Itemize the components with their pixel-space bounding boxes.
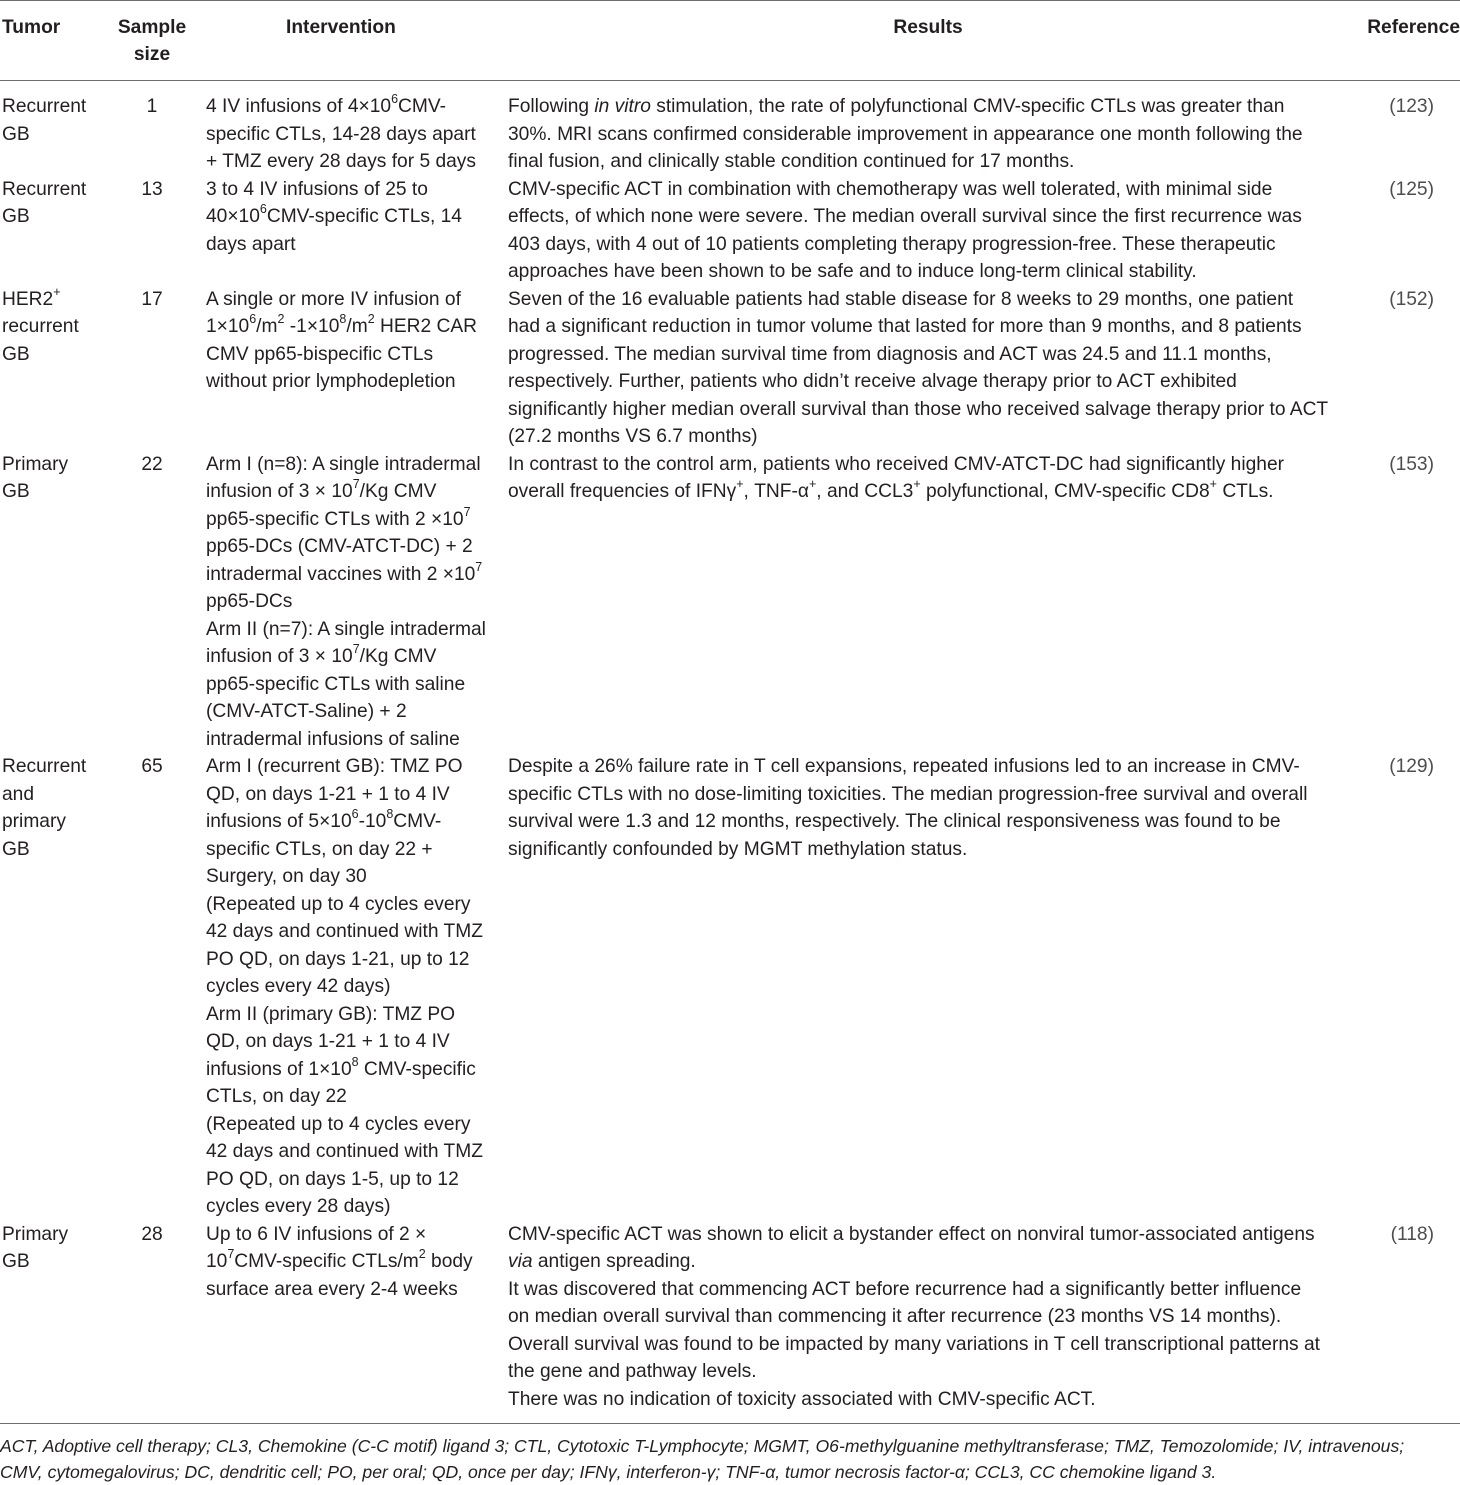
cell-tumor bbox=[0, 451, 108, 754]
tumor-line: GB bbox=[2, 343, 30, 365]
results-line: Overall survival was found to be impacted by many variations in T cell transcriptional patterns at bbox=[508, 1333, 1320, 1355]
table-row bbox=[0, 451, 1460, 754]
cell-reference[interactable]: (153) bbox=[1389, 453, 1434, 475]
cell-results bbox=[502, 176, 1354, 286]
intervention-line: $1\times 10^6/m^2$ $-1\times 10^8/m^2$ HER2 CAR bbox=[206, 312, 477, 337]
results-line: on median overall survival than commencing it after recurrence (23 months VS 14 months). bbox=[508, 1306, 1282, 1327]
tumor-line: Recurrent bbox=[2, 756, 87, 777]
tumor-line: GB bbox=[2, 1251, 30, 1272]
tumor-line: Recurrent bbox=[2, 178, 87, 200]
table-row bbox=[0, 286, 1460, 451]
intervention-line: infusions of $1\times 10^8$ CMV-specific bbox=[206, 1054, 476, 1080]
cell-intervention bbox=[196, 451, 502, 754]
cell-reference[interactable]: (152) bbox=[1389, 288, 1434, 310]
header-reference: Reference bbox=[1354, 1, 1460, 81]
intervention-line: 4 IV infusions of $4\times 10^6CMV-$ bbox=[206, 92, 446, 117]
intervention-line: Arm II (n=7): A single intradermal bbox=[206, 618, 486, 640]
intervention-line: + TMZ every 28 days for 5 days bbox=[206, 151, 476, 172]
results-line: respectively. Further, patients who didn’t receive alvage therapy prior to ACT exhibited bbox=[508, 371, 1237, 392]
tumor-line: recurrent bbox=[2, 316, 79, 337]
intervention-line: pp65-DCs bbox=[206, 591, 293, 612]
cell-reference[interactable]: (123) bbox=[1389, 96, 1434, 117]
cell-intervention bbox=[196, 286, 502, 451]
tumor-line: GB bbox=[2, 123, 30, 145]
tumor-line: Recurrent bbox=[2, 96, 87, 117]
intervention-line: Arm I (n=8): A single intradermal bbox=[206, 453, 481, 475]
cell-sample-size: 22 bbox=[141, 453, 163, 475]
intervention-line: (CMV-ATCT-Saline) + 2 bbox=[206, 701, 407, 722]
intervention-line: infusion of $3 \times 10^7/Kg$ CMV bbox=[206, 477, 437, 502]
intervention-line: (Repeated up to 4 cycles every bbox=[206, 1113, 471, 1135]
results-line: It was discovered that commencing ACT before recurrence had a significantly better influence bbox=[508, 1278, 1302, 1300]
cell-results bbox=[502, 1221, 1354, 1424]
cell-sample-size: 17 bbox=[141, 288, 163, 310]
results-line: 403 days, with 4 out of 10 patients completing therapy progression-free. These therapeutic bbox=[508, 233, 1276, 255]
results-line: specific CTLs with no dose-limiting toxicities. The median progression-free survival and overall bbox=[508, 783, 1308, 805]
intervention-line: QD, on days 1-21 + 1 to 4 IV bbox=[206, 1031, 450, 1052]
results-line: 30%. MRI scans confirmed considerable improvement in appearance one month following the bbox=[508, 123, 1303, 145]
cell-reference[interactable]: (125) bbox=[1389, 178, 1434, 200]
tumor-line: GB bbox=[2, 838, 30, 860]
intervention-line: intradermal vaccines with $2 \times 10^7$ bbox=[206, 559, 483, 585]
intervention-line: CMV pp65-bispecific CTLs bbox=[206, 343, 434, 365]
results-line: overall frequencies of IFNγ+, TNF-α+, and CCL3+ polyfunctional, CMV-specific CD8+ CTLs. bbox=[508, 477, 1274, 502]
table-row bbox=[0, 753, 1460, 1221]
intervention-line: Arm II (primary GB): TMZ PO bbox=[206, 1003, 456, 1025]
cell-sample-size: 28 bbox=[108, 1221, 196, 1424]
results-line: Despite a 26% failure rate in T cell expansions, repeated infusions led to an increase in CMV- bbox=[508, 756, 1300, 777]
cell-results bbox=[502, 81, 1354, 176]
intervention-line: Surgery, on day 30 bbox=[206, 866, 367, 887]
intervention-line: surface area every 2-4 weeks bbox=[206, 1278, 458, 1300]
intervention-line: PO QD, on days 1-21, up to 12 bbox=[206, 948, 470, 970]
results-line: CMV-specific ACT in combination with chemotherapy was well tolerated, with minimal side bbox=[508, 178, 1273, 200]
intervention-line: PO QD, on days 1-5, up to 12 bbox=[206, 1168, 459, 1190]
cell-intervention bbox=[196, 753, 502, 1221]
intervention-line: CTLs, on day 22 bbox=[206, 1086, 347, 1107]
cell-intervention bbox=[196, 1221, 502, 1424]
results-line: via antigen spreading. bbox=[508, 1251, 696, 1272]
intervention-line: pp65-specific CTLs with $2 \times 10^7$ bbox=[206, 504, 471, 530]
table-body bbox=[0, 81, 1460, 1424]
results-line: progressed. The median survival time from diagnosis and ACT was 24.5 and 11.1 months, bbox=[508, 343, 1272, 365]
results-line: significantly confounded by MGMT methylation status. bbox=[508, 838, 968, 860]
footnote-line: ACT, Adoptive cell therapy; CL3, Chemokine (C-C motif) ligand 3; CTL, Cytotoxic T-Lymphocyte; MGMT, O6-methylguanine methyltransferase; TMZ, Temozolomide; IV, intravenous; bbox=[0, 1436, 1405, 1456]
results-line: approaches have been shown to be safe and to induce long-term clinical stability. bbox=[508, 261, 1197, 282]
cell-intervention bbox=[196, 81, 502, 176]
results-line: Seven of the 16 evaluable patients had stable disease for 8 weeks to 29 months, one patient bbox=[508, 288, 1294, 310]
cell-reference[interactable]: (118) bbox=[1354, 1221, 1460, 1424]
results-line: final fusion, and clinically stable condition continued for 17 months. bbox=[508, 151, 1075, 172]
results-line: survival were 1.3 and 12 months, respectively. The clinical responsiveness was found to be bbox=[508, 811, 1281, 832]
cell-reference[interactable]: (129) bbox=[1389, 756, 1434, 777]
header-intervention: Intervention bbox=[196, 1, 502, 81]
cell-sample-size: 65 bbox=[141, 756, 163, 777]
results-line: There was no indication of toxicity associated with CMV-specific ACT. bbox=[508, 1388, 1096, 1410]
cell-tumor bbox=[0, 753, 108, 1221]
intervention-line: infusions of $5\times 10^6-10^8CMV-$ bbox=[206, 807, 442, 832]
header-tumor: Tumor bbox=[0, 1, 108, 81]
tumor-line: HER2+ bbox=[2, 284, 61, 310]
header-sample-size: Sample size bbox=[108, 1, 196, 81]
intervention-line: 42 days and continued with TMZ bbox=[206, 1141, 483, 1162]
intervention-line: 42 days and continued with TMZ bbox=[206, 921, 483, 942]
intervention-line: days apart bbox=[206, 233, 296, 255]
intervention-line: intradermal infusions of saline bbox=[206, 728, 460, 750]
table-row bbox=[0, 1221, 1460, 1424]
cell-sample-size: 13 bbox=[141, 178, 163, 200]
cell-results bbox=[502, 451, 1354, 754]
intervention-line: cycles every 42 days) bbox=[206, 976, 391, 997]
cell-tumor bbox=[0, 81, 108, 176]
results-line: the gene and pathway levels. bbox=[508, 1361, 757, 1382]
header-results: Results bbox=[502, 1, 1354, 81]
intervention-line: pp65-specific CTLs with saline bbox=[206, 673, 466, 695]
intervention-line: 3 to 4 IV infusions of 25 to bbox=[206, 178, 428, 200]
cell-intervention bbox=[196, 176, 502, 286]
results-line: In contrast to the control arm, patients who received CMV-ATCT-DC had significantly higher bbox=[508, 453, 1285, 475]
table-row bbox=[0, 81, 1460, 176]
tumor-line: Primary bbox=[2, 453, 69, 475]
table-footnote bbox=[0, 1424, 1460, 1485]
intervention-line: cycles every 28 days) bbox=[206, 1196, 391, 1217]
results-line: effects, of which none were severe. The median overall survival since the first recurrence was bbox=[508, 206, 1302, 227]
intervention-line: specific CTLs, on day 22 + bbox=[206, 838, 433, 860]
cell-tumor bbox=[0, 176, 108, 286]
tumor-line: primary bbox=[2, 811, 66, 832]
intervention-line: specific CTLs, 14-28 days apart bbox=[206, 123, 476, 145]
results-line: CMV-specific ACT was shown to elicit a bystander effect on nonviral tumor-associated antigens bbox=[508, 1223, 1315, 1245]
table-row bbox=[0, 176, 1460, 286]
results-line: Following in vitro stimulation, the rate of polyfunctional CMV-specific CTLs was greater than bbox=[508, 96, 1285, 117]
tumor-line: GB bbox=[2, 206, 30, 227]
intervention-line: QD, on days 1-21 + 1 to 4 IV bbox=[206, 783, 450, 805]
intervention-line: Arm I (recurrent GB): TMZ PO bbox=[206, 756, 463, 777]
intervention-line: Up to 6 IV infusions of 2 × bbox=[206, 1223, 427, 1245]
table-header bbox=[0, 1, 1460, 81]
results-line: had a significant reduction in tumor volume that lasted for more than 9 months, and 8 patients bbox=[508, 316, 1302, 337]
results-line: (27.2 months VS 6.7 months) bbox=[508, 426, 758, 447]
intervention-line: A single or more IV infusion of bbox=[206, 288, 461, 310]
intervention-line: pp65-DCs (CMV-ATCT-DC) + 2 bbox=[206, 536, 473, 557]
intervention-line: $40\times 10^6CMV$-specific CTLs, 14 bbox=[206, 202, 462, 227]
cell-results bbox=[502, 286, 1354, 451]
tumor-line: and bbox=[2, 783, 35, 805]
results-line: significantly higher median overall survival than those who received salvage therapy prior to ACT bbox=[508, 398, 1329, 420]
cell-tumor bbox=[0, 286, 108, 451]
tumor-line: Primary bbox=[2, 1223, 69, 1245]
cell-sample-size: 1 bbox=[146, 96, 158, 117]
tumor-line: GB bbox=[2, 481, 30, 502]
cell-results bbox=[502, 753, 1354, 1221]
footnote-line: CMV, cytomegalovirus; DC, dendritic cell; PO, per oral; QD, once per day; IFNγ, interferon-γ; TNF-α, tumor necrosis factor-α; CCL3, CC chemokine ligand 3. bbox=[0, 1462, 1217, 1482]
intervention-line: without prior lymphodepletion bbox=[206, 371, 456, 392]
header-row bbox=[0, 1, 1460, 81]
cell-tumor bbox=[0, 1221, 108, 1424]
intervention-line: (Repeated up to 4 cycles every bbox=[206, 893, 471, 915]
intervention-line: infusion of $3 \times 10^7/Kg$ CMV bbox=[206, 642, 437, 667]
intervention-line: $10^7CMV$-specific CTLs/$m^2$ body bbox=[206, 1247, 473, 1272]
